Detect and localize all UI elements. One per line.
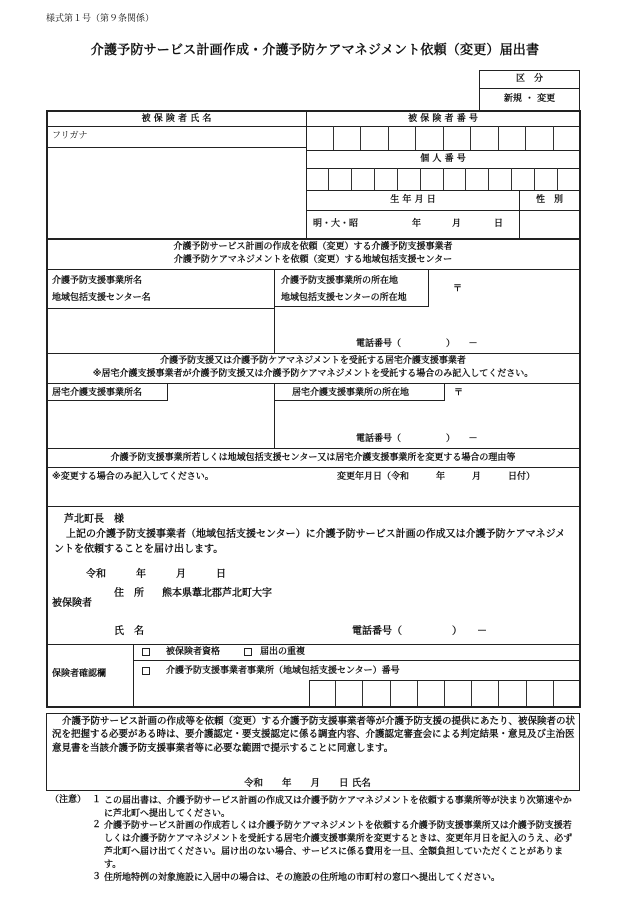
care-office-address-label: 居宅介護支援事業所の所在地: [292, 388, 410, 398]
note-1-number: １: [92, 795, 102, 805]
declaration-body: 上記の介護予防支援事業者（地域包括支援センター）に介護予防サービス計画の作成又は介護予防ケアマネジメントを依頼することを届け出します。: [54, 529, 566, 555]
gender-field[interactable]: [520, 211, 579, 237]
care-office-name-field[interactable]: [47, 401, 274, 447]
personal-number-cells[interactable]: [306, 168, 580, 190]
birth-year-label: 年: [412, 219, 422, 229]
furigana-label: フリガナ: [52, 131, 88, 141]
support-center-address-label: 地域包括支援センターの所在地: [281, 293, 407, 303]
insured-label: 被保険者: [52, 598, 92, 609]
note-2-number: ２: [92, 820, 102, 830]
declaration-date[interactable]: 令和 年 月 日: [86, 569, 226, 580]
personal-number-header: 個 人 番 号: [420, 154, 466, 164]
insured-number-header: 被 保 険 者 番 号: [408, 114, 478, 124]
category-header: 区 分: [515, 74, 543, 84]
support-office-name-field[interactable]: [47, 309, 274, 352]
section2-phone[interactable]: 電話番号（ ） －: [356, 434, 478, 444]
insured-name-header: 被 保 険 者 氏 名: [141, 114, 212, 124]
insured-number-cells[interactable]: [306, 126, 580, 150]
address-value[interactable]: 熊本県葦北郡芦北町大字: [162, 588, 272, 599]
support-office-name-label: 介護予防支援事業所名: [52, 276, 143, 286]
note-1-text: この届出書は、介護予防サービス計画の作成又は介護予防ケアマネジメントを依頼する事業所等が決まり次第速やかに芦北町へ提出してください。: [104, 796, 572, 820]
section1-line1: 介護予防サービス計画の作成を依頼（変更）する介護予防支援事業者: [173, 242, 453, 252]
insured-status-checkbox[interactable]: [142, 648, 150, 656]
section1-line2: 介護予防ケアマネジメントを依頼（変更）する地域包括支援センター: [173, 255, 453, 265]
office-number-cells[interactable]: [309, 681, 580, 706]
insured-status-label: 被保険者資格: [166, 647, 221, 657]
birth-era-options[interactable]: 明・大・昭: [313, 219, 359, 229]
section2-line1: 介護予防支援又は介護予防ケアマネジメントを受託する居宅介護支援事業者: [160, 356, 466, 366]
support-center-name-label: 地域包括支援センター名: [52, 293, 151, 303]
change-date[interactable]: 変更年月日（令和 年 月 日付）: [337, 472, 536, 482]
duplicate-checkbox[interactable]: [244, 648, 252, 656]
note-3-number: ３: [92, 872, 102, 882]
birth-day-label: 日: [494, 219, 504, 229]
signer-name-label: 氏 名: [114, 626, 144, 637]
notes-label: （注意）: [50, 795, 87, 805]
birth-month-label: 月: [452, 219, 462, 229]
change-only-note: ※変更する場合のみ記入してください。: [52, 472, 214, 482]
note-2-text: 介護予防サービス計画の作成若しくは介護予防ケアマネジメントを依頼する介護予防支援事業所又は介護予防支援若しくは介護予防ケアマネジメントを受託する居宅介護支援事業所を変更するときは、変更年月日を記入のうえ、必ず芦北町へ届け出てください。届け出のない場合、サービスに係る費用を一旦、全額負担していただくことがあります。: [104, 821, 573, 871]
section3-header: 介護予防支援事業所若しくは地域包括支援センター又は居宅介護支援事業所を変更する場合の理由等: [110, 453, 516, 463]
postal-mark: 〒: [453, 284, 463, 294]
gender-header: 性 別: [535, 195, 563, 205]
section1-phone[interactable]: 電話番号（ ） －: [356, 339, 478, 349]
category-value[interactable]: 新規 ・ 変更: [503, 94, 556, 104]
signer-phone[interactable]: 電話番号（ ） －: [352, 626, 487, 637]
insurer-check-label: 保険者確認欄: [52, 669, 107, 679]
birth-date-header: 生 年 月 日: [390, 195, 436, 205]
address-label: 住 所: [114, 588, 144, 599]
section2-line2: ※居宅介護支援事業者が介護予防支援又は介護予防ケアマネジメントを受託する場合のみ記入してください。: [92, 369, 534, 379]
duplicate-label: 届出の重複: [260, 647, 306, 657]
support-office-address-label: 介護予防支援事業所の所在地: [281, 276, 399, 286]
consent-body: 介護予防サービス計画の作成等を依頼（変更）する介護予防支援事業者等が介護予防支援の提供にあたり、被保険者の状況を把握する必要がある時は、要介護認定・要支援認定に係る調査内容、介護認定審査会による判定結果・意見及び主治医意見書を当該介護予防支援事業者等に必要な範囲で提示することに同意します。: [52, 716, 576, 754]
change-reason-field[interactable]: [47, 486, 579, 506]
consent-signature[interactable]: 令和 年 月 日 氏名: [244, 778, 371, 789]
form-title: 介護予防サービス計画作成・介護予防ケアマネジメント依頼（変更）届出書: [90, 43, 540, 58]
postal-mark: 〒: [454, 388, 464, 398]
care-office-name-label: 居宅介護支援事業所名: [52, 388, 143, 398]
office-number-label: 介護予防支援事業者事業所（地域包括支援センター）番号: [166, 666, 400, 676]
form-number: 様式第１号（第９条関係）: [46, 14, 155, 24]
note-3-text: 住所地特例の対象施設に入居中の場合は、その施設の住所地の市町村の窓口へ提出してください。: [104, 873, 501, 883]
office-number-checkbox[interactable]: [142, 667, 150, 675]
addressee: 芦北町長 様: [64, 514, 124, 525]
insured-name-field[interactable]: [47, 148, 306, 237]
